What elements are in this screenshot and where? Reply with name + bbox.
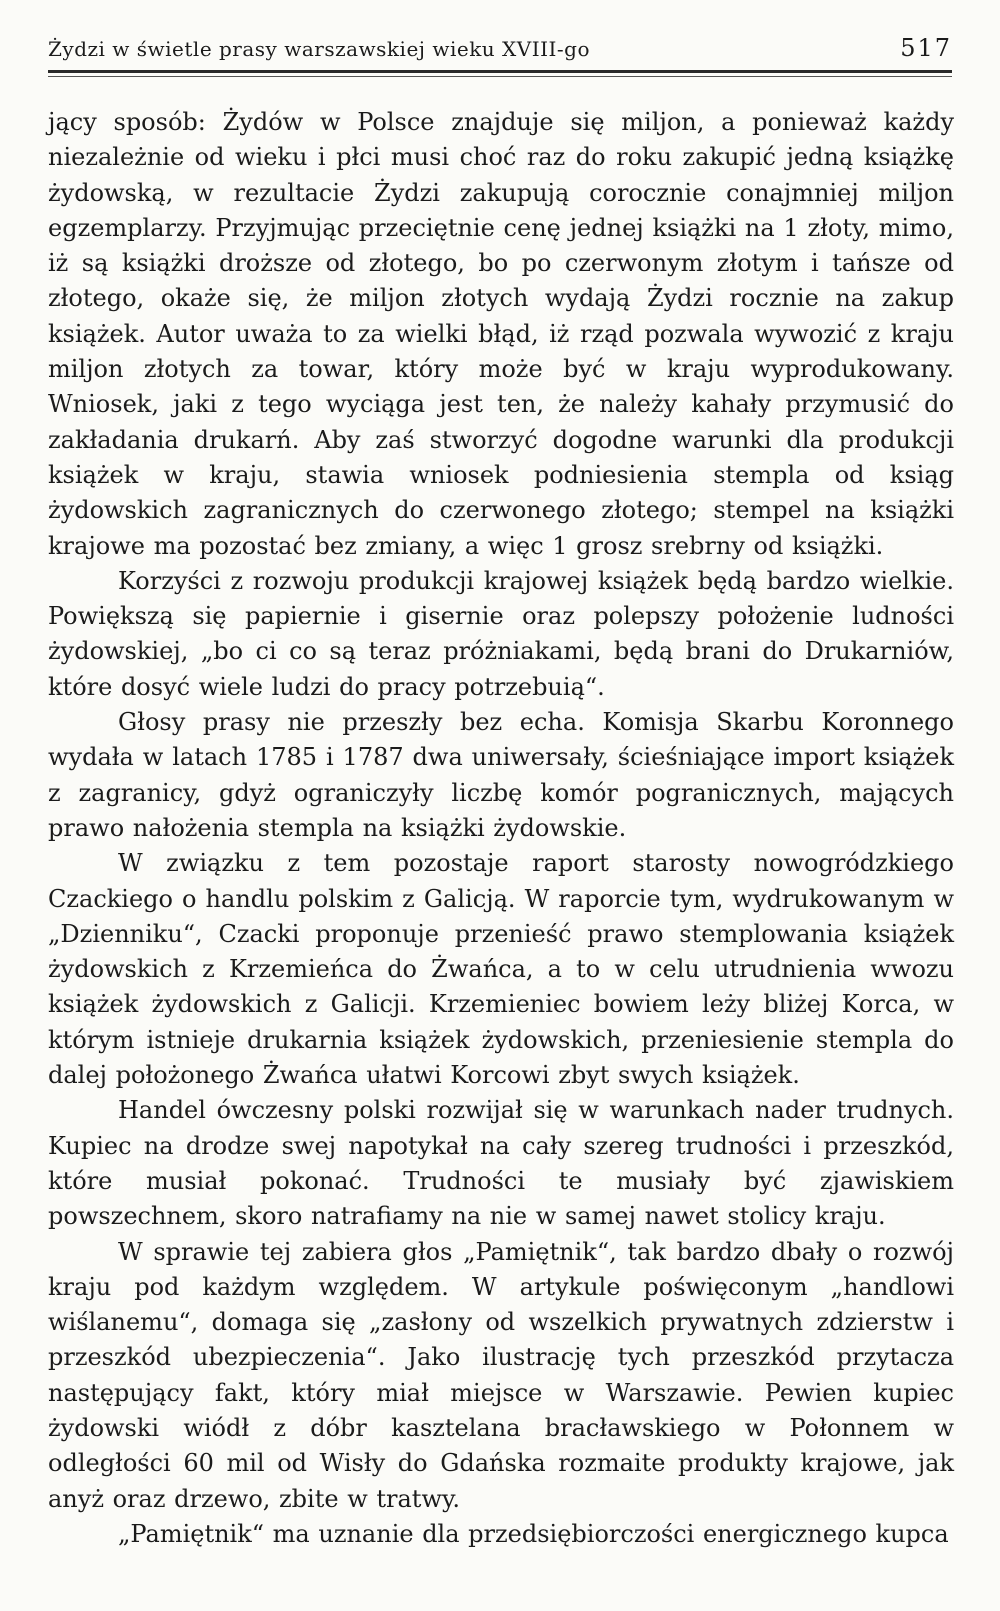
paragraph: Handel ówczesny polski rozwijał się w warunkach nader trudnych. Kupiec na drodze swej napotykał na cały szereg trudności i przeszkód, które musiał pokonać. Trudności te musiały być zjawiskiem powszechnem, skoro natrafiamy na nie w samej nawet stolicy kraju. (48, 1096, 954, 1231)
header-rule-thin (48, 76, 952, 77)
paragraph: W sprawie tej zabiera głos „Pamiętnik“, tak bardzo dbały o rozwój kraju pod każdym względem. W artykule poświęconym „handlowi wiślanemu“, domaga się „zasłony od wszelkich prywatnych zdzierstw i przeszkód ubezpieczenia“. Jako ilustrację tych przeszkód przytacza następujący fakt, który miał miejsce w Warszawie. Pewien kupiec żydowski wiódł z dóbr kasztelana bracławskiego w Połonnem w odległości 60 mil od Wisły do Gdańska rozmaite produkty krajowe, jak anyż oraz drzewo, zbite w tratwy. (48, 1237, 954, 1513)
paragraph: jący sposób: Żydów w Polsce znajduje się miljon, a ponieważ każdy niezależnie od wieku i płci musi choć raz do roku zakupić jedną książkę żydowską, w rezultacie Żydzi zakupują corocznie conajmniej miljon egzemplarzy. Przyjmując przeciętnie cenę jednej książki na 1 złoty, mimo, iż są książki droższe od złotego, bo po czerwonym złotym i tańsze od złotego, okaże się, że miljon złotych wydają Żydzi rocznie na zakup książek. Autor uważa to za wielki błąd, iż rząd pozwala wywozić z kraju miljon złotych za towar, który może być w kraju wyprodukowany. Wniosek, jaki z tego wyciąga jest ten, że należy kahały przymusić do zakładania drukarń. Aby zaś stworzyć dogodne warunki dla produkcji książek w kraju, stawia wniosek podniesienia stempla od ksiąg żydowskich zagranicznych do czerwonego złotego; stempel na książki krajowe ma pozostać bez zmiany, a więc 1 grosz srebrny od książki. (48, 108, 954, 560)
paragraph: „Pamiętnik“ ma uznanie dla przedsiębiorczości energicznego kupca (118, 1519, 949, 1548)
body-text (48, 105, 954, 1552)
paragraph: Korzyści z rozwoju produkcji krajowej książek będą bardzo wielkie. Powiększą się papiernie i gisernie oraz polepszy położenie ludności żydowskiej, „bo ci co są teraz próżniakami, będą brani do Drukarniów, które dosyć wiele ludzi do pracy potrzebuią“. (48, 566, 954, 701)
running-head (48, 34, 952, 64)
header-rule (48, 70, 952, 73)
running-title: Żydzi w świetle prasy warszawskiej wieku XVIII-go (48, 37, 591, 61)
paragraph: Głosy prasy nie przeszły bez echa. Komisja Skarbu Koronnego wydała w latach 1785 i 1787 dwa uniwersały, ścieśniające import książek z zagranicy, gdyż ograniczyły liczbę komór pogranicznych, mających prawo nałożenia stempla na książki żydowskie. (48, 708, 954, 842)
paragraph: W związku z tem pozostaje raport starosty nowogródzkiego Czackiego o handlu polskim z Galicją. W raporcie tym, wydrukowanym w „Dzienniku“, Czacki proponuje przenieść prawo stemplowania książek żydowskich z Krzemieńca do Żwańca, a to w celu utrudnienia wwozu książek żydowskich z Galicji. Krzemieniec bowiem leży bliżej Korca, w którym istnieje drukarnia książek żydowskich, przeniesienie stempla do dalej położonego Żwańca ułatwi Korcowi zbyt swych książek. (48, 849, 954, 1090)
page-number: 517 (900, 34, 952, 62)
